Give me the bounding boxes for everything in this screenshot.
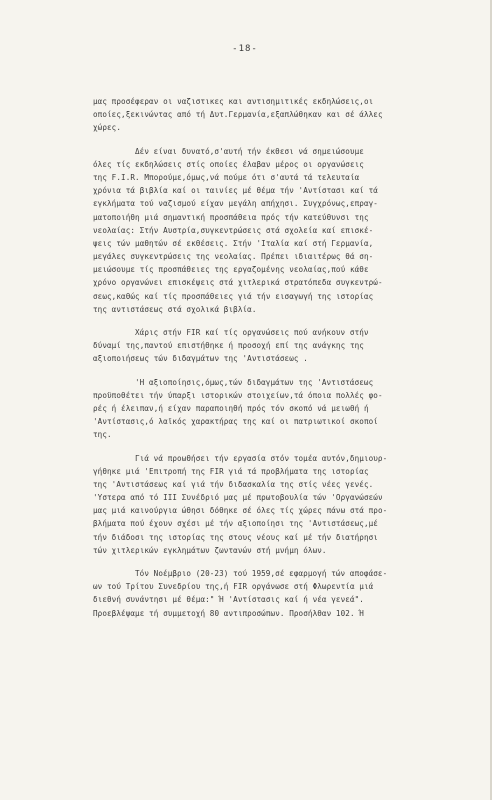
paragraph-gap — [93, 316, 469, 326]
text-line: μας προσέφεραν οι ναζιστικες και αντισημιτικές εκδηλώσεις,οι — [93, 97, 374, 106]
paragraph — [93, 452, 469, 558]
text-line: δύναμί της,παντού επιστήθηκε ή προσοχή επί της ανάγκης της — [93, 341, 364, 351]
text-line: οποίες,ξεκινώντας από τή Δυτ.Γερμανία,εξαπλώθηκαν και σέ άλλες — [93, 110, 383, 120]
paragraph — [93, 376, 469, 442]
page-number: -18- — [232, 44, 258, 54]
text-line: 'Η αξιοποίησις,όμως,τών διδαγμάτων της 'Αντιστάσεως — [135, 377, 374, 387]
text-line: Δέν είναι δυνατό,σ'αυτή τήν έκθεσι νά σημειώσουμε — [135, 146, 364, 156]
text-line: της F.I.R. Μπορούμε,όμως,νά πούμε ότι σ'αυτά τά τελευταία — [93, 172, 360, 182]
text-line: τήν διάδοσι της ιστορίας της στους νέους καί μέ τήν διατήρησι — [93, 532, 378, 542]
text-line: όλες τίς εκδηλώσεις στίς οποίες έλαβαν μέρος οι οργανώσεις — [93, 159, 364, 169]
paragraph — [93, 567, 469, 620]
paragraph — [93, 95, 469, 135]
text-line: ων τού Τρίτου Συνεδρίου της,ή FIR οργάνωσε στή Φλωρεντία μιά — [93, 582, 374, 592]
text-line: διεθνή συνάντησι μέ θέμα:" Ή 'Αντίστασις καί ή νέα γενεά". — [93, 595, 364, 605]
text-line: της. — [93, 430, 112, 440]
text-line: μεγάλες συγκεντρώσεις της νεολαίας. Πρέπει ιδιαιτέρως θά ση- — [93, 252, 374, 262]
text-line: ψεις τών μαθητών σέ εκθέσεις. Στήν 'Ιταλία καί στή Γερμανία, — [93, 238, 374, 248]
document-body — [93, 95, 469, 620]
paragraph-gap — [93, 135, 469, 145]
text-line: Τόν Νοέμβριο (20-23) τού 1959,σέ εφαρμογή τών αποφάσε- — [135, 569, 388, 578]
text-line: γήθηκε μιά 'Επιτροπή της FIR γιά τά προβλήματα της ιστορίας — [93, 466, 369, 476]
text-line: της αντιστάσεως στά σχολικά βιβλία. — [93, 304, 257, 314]
text-line: μειώσουμε τίς προσπάθειες της εργαζομένης νεολαίας,πού κάθε — [93, 265, 369, 275]
text-line: χώρες. — [93, 123, 122, 133]
text-line: τών χιτλερικών εγκλημάτων ζωντανών στή μνήμη όλων. — [93, 545, 327, 555]
paragraph-gap — [93, 366, 469, 376]
text-line: της 'Αντιστάσεως καί γιά τήν διδασκαλία της στίς νέες γενές. — [93, 479, 374, 489]
text-line: 'Υστερα από τό III Συνέδριό μας μέ πρωτοβουλία τών 'Οργανώσεών — [93, 493, 383, 503]
paragraph-gap — [93, 442, 469, 452]
text-line: Χάρις στήν FIR καί τίς οργανώσεις πού ανήκουν στήν — [135, 328, 369, 337]
text-line: Γιά νά προωθήσει τήν εργασία στόν τομέα αυτόν,δημιουρ- — [135, 453, 388, 463]
paragraph — [93, 145, 469, 316]
text-line: μας μιά καινούργια ώθησι δόθηκε σέ όλες τίς χώρες πάνω στά προ- — [93, 506, 388, 516]
paragraph-gap — [93, 557, 469, 567]
text-line: χρόνο οργανώνει επισκέψεις στά χιτλερικά στρατόπεδα συγκεντρώ- — [93, 278, 383, 288]
text-line: βλήματα πού έχουν σχέσι μέ τήν αξιοποίησι της 'Αντιστάσεως,μέ — [93, 519, 378, 529]
paragraph — [93, 326, 469, 366]
text-line: 'Αντίστασις,ό λαϊκός χαρακτήρας της καί οι πατριωτικοί σκοποί — [93, 417, 378, 427]
text-line: εγκλήματα τού ναζισμού είχαν μεγάλη απήχησι. Συγχρόνως,επραγ- — [93, 199, 378, 209]
text-line: Προεβλέψαμε τή συμμετοχή 80 αντιπροσώπων. Προσήλθαν 102. Ή — [93, 608, 364, 618]
text-line: αξιοποιήσεως τών διδαγμάτων της 'Αντιστάσεως . — [93, 354, 308, 364]
text-line: ρές ή έλειπαν,ή είχαν παραποιηθή πρός τόν σκοπό νά μειωθή ή — [93, 403, 369, 413]
text-line: ματοποιήθη μιά σημαντική προσπάθεια πρός τήν κατεύθυνσι της — [93, 212, 369, 222]
text-line: χρόνια τά βιβλία καί οι ταινίες μέ θέμα τήν 'Αντίστασι καί τά — [93, 186, 378, 196]
text-line: νεολαίας: Στήν Αυστρία,συγκεντρώσεις στά σχολεία καί επισκέ- — [93, 225, 374, 235]
text-line: προϋποθέτει τήν ύπαρξι ιστορικών στοιχείων,τά όποια πολλές φο- — [93, 390, 383, 400]
text-line: σεως,καθώς καί τίς προσπάθειες γιά τήν εισαγωγή της ιστορίας — [93, 291, 374, 301]
